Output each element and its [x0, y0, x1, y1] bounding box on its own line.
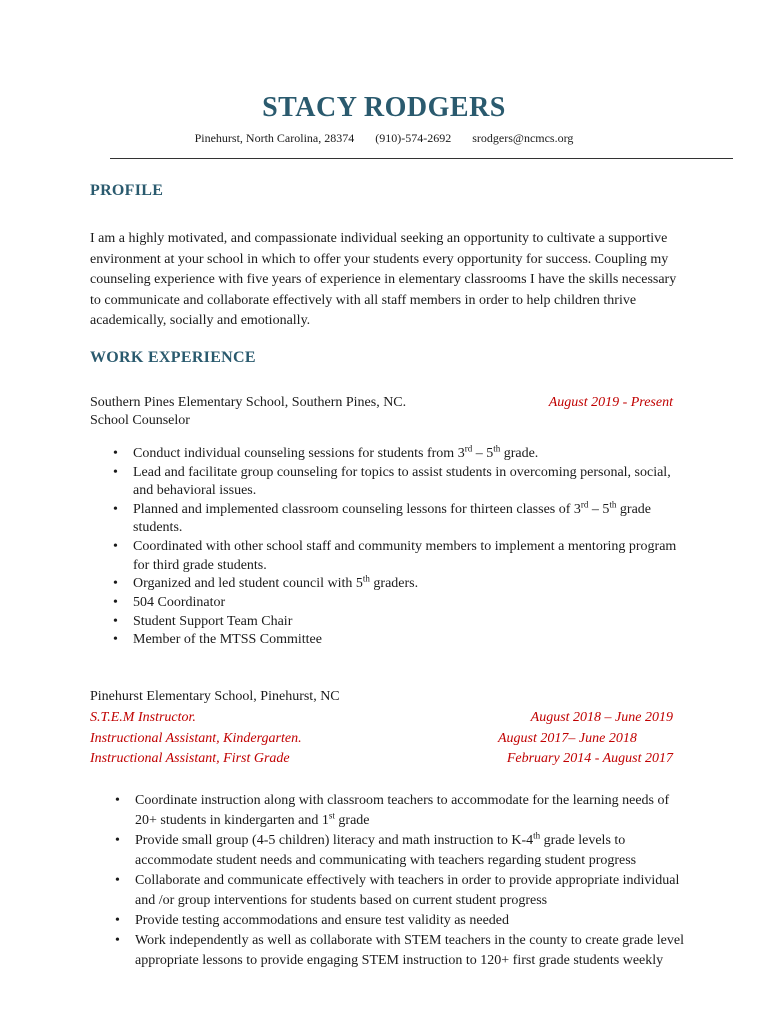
- list-item: • Conduct individual counseling sessions for students from 3rd – 5th grade.: [90, 445, 690, 464]
- list-item: • Provide small group (4-5 children) literacy and math instruction to K-4th grade levels to accommodate student needs and communicating with teachers regarding student progress: [92, 831, 692, 871]
- job1-title: School Counselor: [90, 413, 190, 428]
- list-item: • 504 Coordinator: [90, 594, 690, 613]
- job2-role-title: Instructional Assistant, Kindergarten.: [90, 731, 302, 746]
- contact-location: Pinehurst, North Carolina, 28374: [194, 131, 355, 145]
- job2-bullet-list: [92, 791, 692, 971]
- resume-name: STACY RODGERS: [262, 92, 506, 123]
- list-item: • Lead and facilitate group counseling for topics to assist students in overcoming personal, social, and behavioral issues.: [90, 464, 690, 501]
- work-experience-heading: WORK EXPERIENCE: [90, 349, 256, 366]
- job1-employer: Southern Pines Elementary School, Southern Pines, NC.: [90, 395, 407, 410]
- job2-employer: Pinehurst Elementary School, Pinehurst, NC: [90, 689, 340, 704]
- list-item: • Planned and implemented classroom counseling lessons for thirteen classes of 3rd – 5th grade students.: [90, 501, 690, 538]
- list-item: • Work independently as well as collaborate with STEM teachers in the county to create grade level appropriate lessons to provide engaging STEM instruction to 120+ first grade students weekly: [92, 931, 692, 971]
- header-divider: [110, 158, 733, 159]
- contact-email[interactable]: srodgers@ncmcs.org: [472, 131, 574, 145]
- list-item: • Coordinated with other school staff and community members to implement a mentoring program for third grade students.: [90, 538, 690, 575]
- job2-role-title: S.T.E.M Instructor.: [90, 710, 196, 725]
- list-item: • Collaborate and communicate effectively with teachers in order to provide appropriate individual and /or group interventions for students based on current student progress: [92, 871, 692, 911]
- list-item: • Student Support Team Chair: [90, 613, 690, 632]
- contact-phone: (910)-574-2692: [375, 131, 452, 145]
- job1-dates: August 2019 - Present: [548, 395, 673, 410]
- list-item: • Organized and led student council with 5th graders.: [90, 575, 690, 594]
- profile-heading: PROFILE: [90, 182, 164, 199]
- list-item: • Member of the MTSS Committee: [90, 631, 690, 650]
- list-item: • Coordinate instruction along with classroom teachers to accommodate for the learning needs of 20+ students in kindergarten and 1st grade: [92, 791, 692, 831]
- profile-text: I am a highly motivated, and compassionate individual seeking an opportunity to cultivate a supportive environment at your school in which to offer your students every opportunity for success. Coupling my counseling experience with five years of experience in elementary classrooms I have the skills necessary to communicate and collaborate effectively with all staff members in order to help children thrive academically, socially and emotionally.: [90, 231, 677, 329]
- contact-info: [0, 131, 768, 146]
- job1-bullet-list: [90, 445, 690, 650]
- job2-role-dates: February 2014 - August 2017: [506, 751, 673, 766]
- job2-role-dates: August 2017– June 2018: [498, 731, 637, 746]
- list-item: • Provide testing accommodations and ensure test validity as needed: [92, 911, 692, 931]
- job2-role-dates: August 2018 – June 2019: [530, 710, 673, 725]
- job2-role-title: Instructional Assistant, First Grade: [90, 751, 290, 766]
